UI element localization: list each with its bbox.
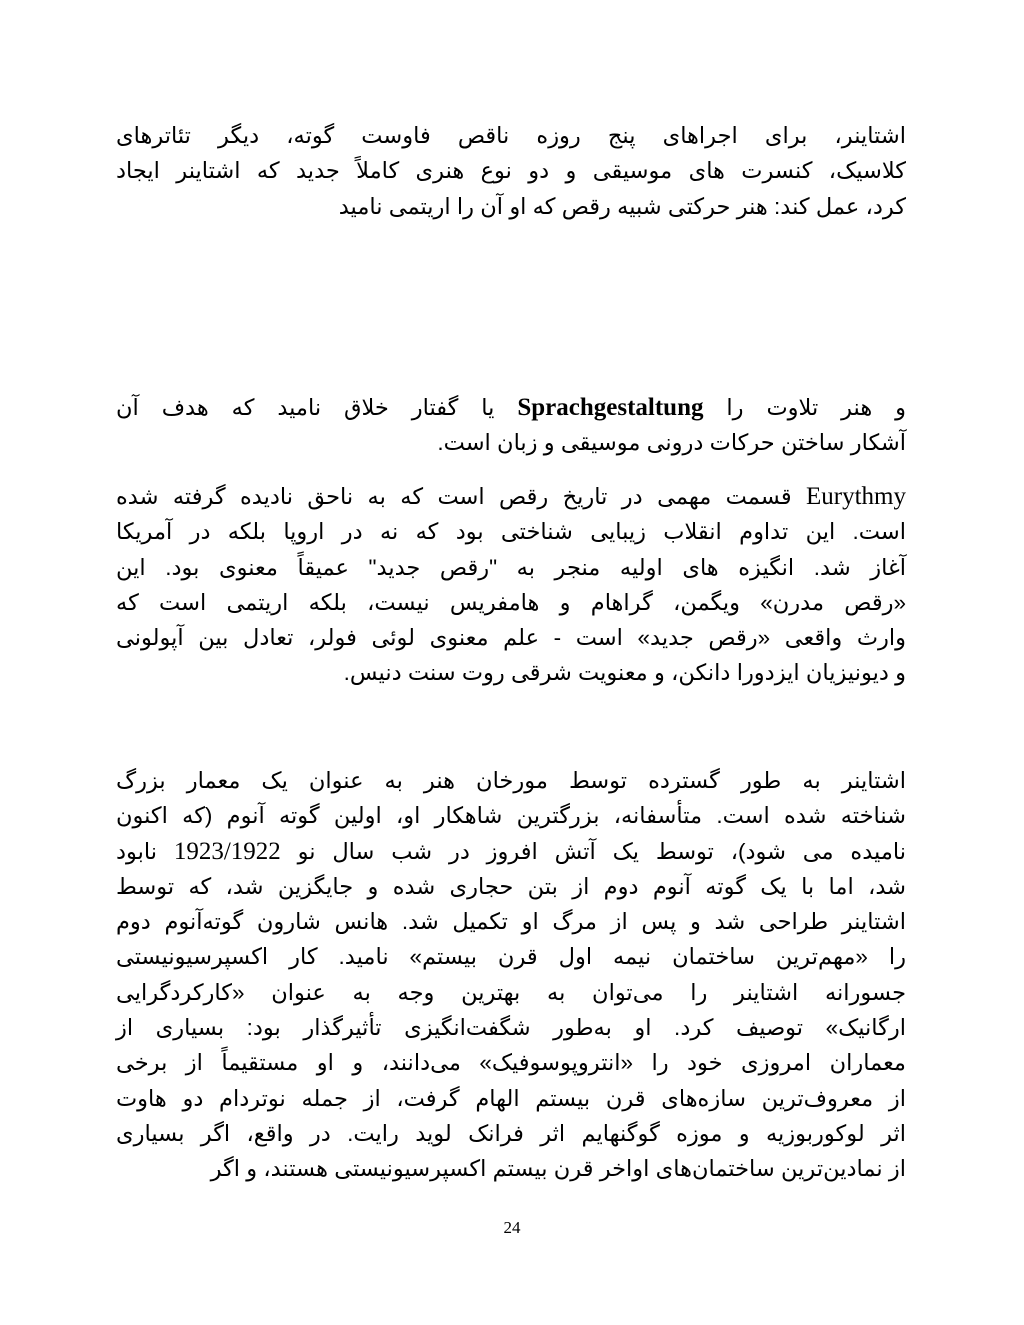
text-line bbox=[116, 479, 906, 514]
text-segment: قسمت مهمی در تاریخ رقص است که به ناحق نادیده گرفته شده bbox=[116, 484, 792, 509]
text-line: را «مهم‌ترین ساختمان نیمه اول قرن بیستم» نامید. کار اکسپرسیونیستی bbox=[116, 944, 906, 970]
text-line: از معروف‌ترین سازه‌های قرن بیستم الهام گرفت، از جمله نوتردام دو هاوت bbox=[116, 1085, 906, 1111]
text-line: «رقص مدرن» ویگمن، گراهام و هامفریس نیست، بلکه اریتمی است که bbox=[116, 589, 906, 615]
text-line bbox=[116, 390, 906, 425]
text-line: شد، اما با یک گوته آنوم دوم از بتن حجاری شده و جایگزین شد، که توسط bbox=[116, 873, 906, 899]
text-line: آغاز شد. انگیزه های اولیه منجر به "رقص جدید" عمیقاً معنوی بود. این bbox=[116, 554, 906, 580]
text-line: از نمادین‌ترین ساختمان‌های اواخر قرن بیستم اکسپرسیونیستی هستند، و اگر bbox=[210, 1156, 906, 1182]
text-line: اشتاینر طراحی شد و پس از مرگ او تکمیل شد. هانس شارون گوته‌آنوم دوم bbox=[116, 909, 906, 935]
text-line bbox=[116, 834, 906, 869]
text-line: معماران امروزی خود را «انتروپوسوفیک» می‌دانند، و او مستقیماً از برخی bbox=[116, 1050, 906, 1076]
text-line: کرد، عمل کند: هنر حرکتی شبیه رقص که او آن را اریتمی نامید bbox=[338, 193, 906, 219]
text-line: و دیونیزیان ایزدورا دانکن، و معنویت شرقی روت سنت دنیس. bbox=[343, 660, 906, 686]
text-line: اشتاینر، برای اجراهای پنج روزه ناقص فاوست گوته، دیگر تئاترهای bbox=[116, 123, 906, 148]
text-line: اشتاینر به طور گسترده توسط مورخان هنر به عنوان یک معمار بزرگ bbox=[116, 768, 906, 793]
paragraph-speech-formation bbox=[116, 390, 906, 461]
text-line: اثر لوکوربوزیه و موزه گوگنهایم اثر فرانک لوید رایت. در واقع، اگر بسیاری bbox=[116, 1120, 906, 1146]
text-line: شناخته شده است. متأسفانه، بزرگترین شاهکار او، اولین گوته آنوم (که اکنون bbox=[116, 803, 906, 829]
term-sprachgestaltung: Sprachgestaltung bbox=[517, 394, 704, 421]
text-segment: و هنر تلاوت را bbox=[726, 395, 906, 420]
text-line: است. این تداوم انقلاب زیبایی شناختی بود که نه در اروپا بلکه در آمریکا bbox=[116, 519, 906, 545]
paragraph-architecture bbox=[116, 763, 906, 1187]
text-line: آشکار ساختن حرکات درونی موسیقی و زبان است. bbox=[437, 430, 906, 456]
text-segment: یا گفتار خلاق نامید که هدف آن bbox=[116, 395, 495, 420]
paragraph-steiner-stage bbox=[116, 118, 906, 224]
text-segment: نامیده می شود)، توسط یک آتش افروز در شب سال نو bbox=[297, 838, 906, 864]
paragraph-eurythmy bbox=[116, 479, 906, 691]
text-line: ارگانیک» توصیف کرد. او به‌طور شگفت‌انگیزی تأثیرگذار بود: بسیاری از bbox=[116, 1015, 906, 1041]
date-1922-1923: 1923/1922 bbox=[173, 837, 281, 865]
term-eurythmy: Eurythmy bbox=[806, 483, 906, 510]
text-line: وارث واقعی «رقص جدید» است - علم معنوی لوئی فولر، تعادل بین آپولونی bbox=[116, 625, 906, 651]
text-line: کلاسیک، کنسرت های موسیقی و دو نوع هنری کاملاً جدید که اشتاینر ایجاد bbox=[116, 158, 906, 184]
text-segment: نابود bbox=[116, 838, 158, 864]
page-number: 24 bbox=[503, 1218, 521, 1237]
text-line: جسورانه اشتاینر را می‌توان به بهترین وجه به عنوان «کارکردگرایی bbox=[116, 979, 906, 1005]
